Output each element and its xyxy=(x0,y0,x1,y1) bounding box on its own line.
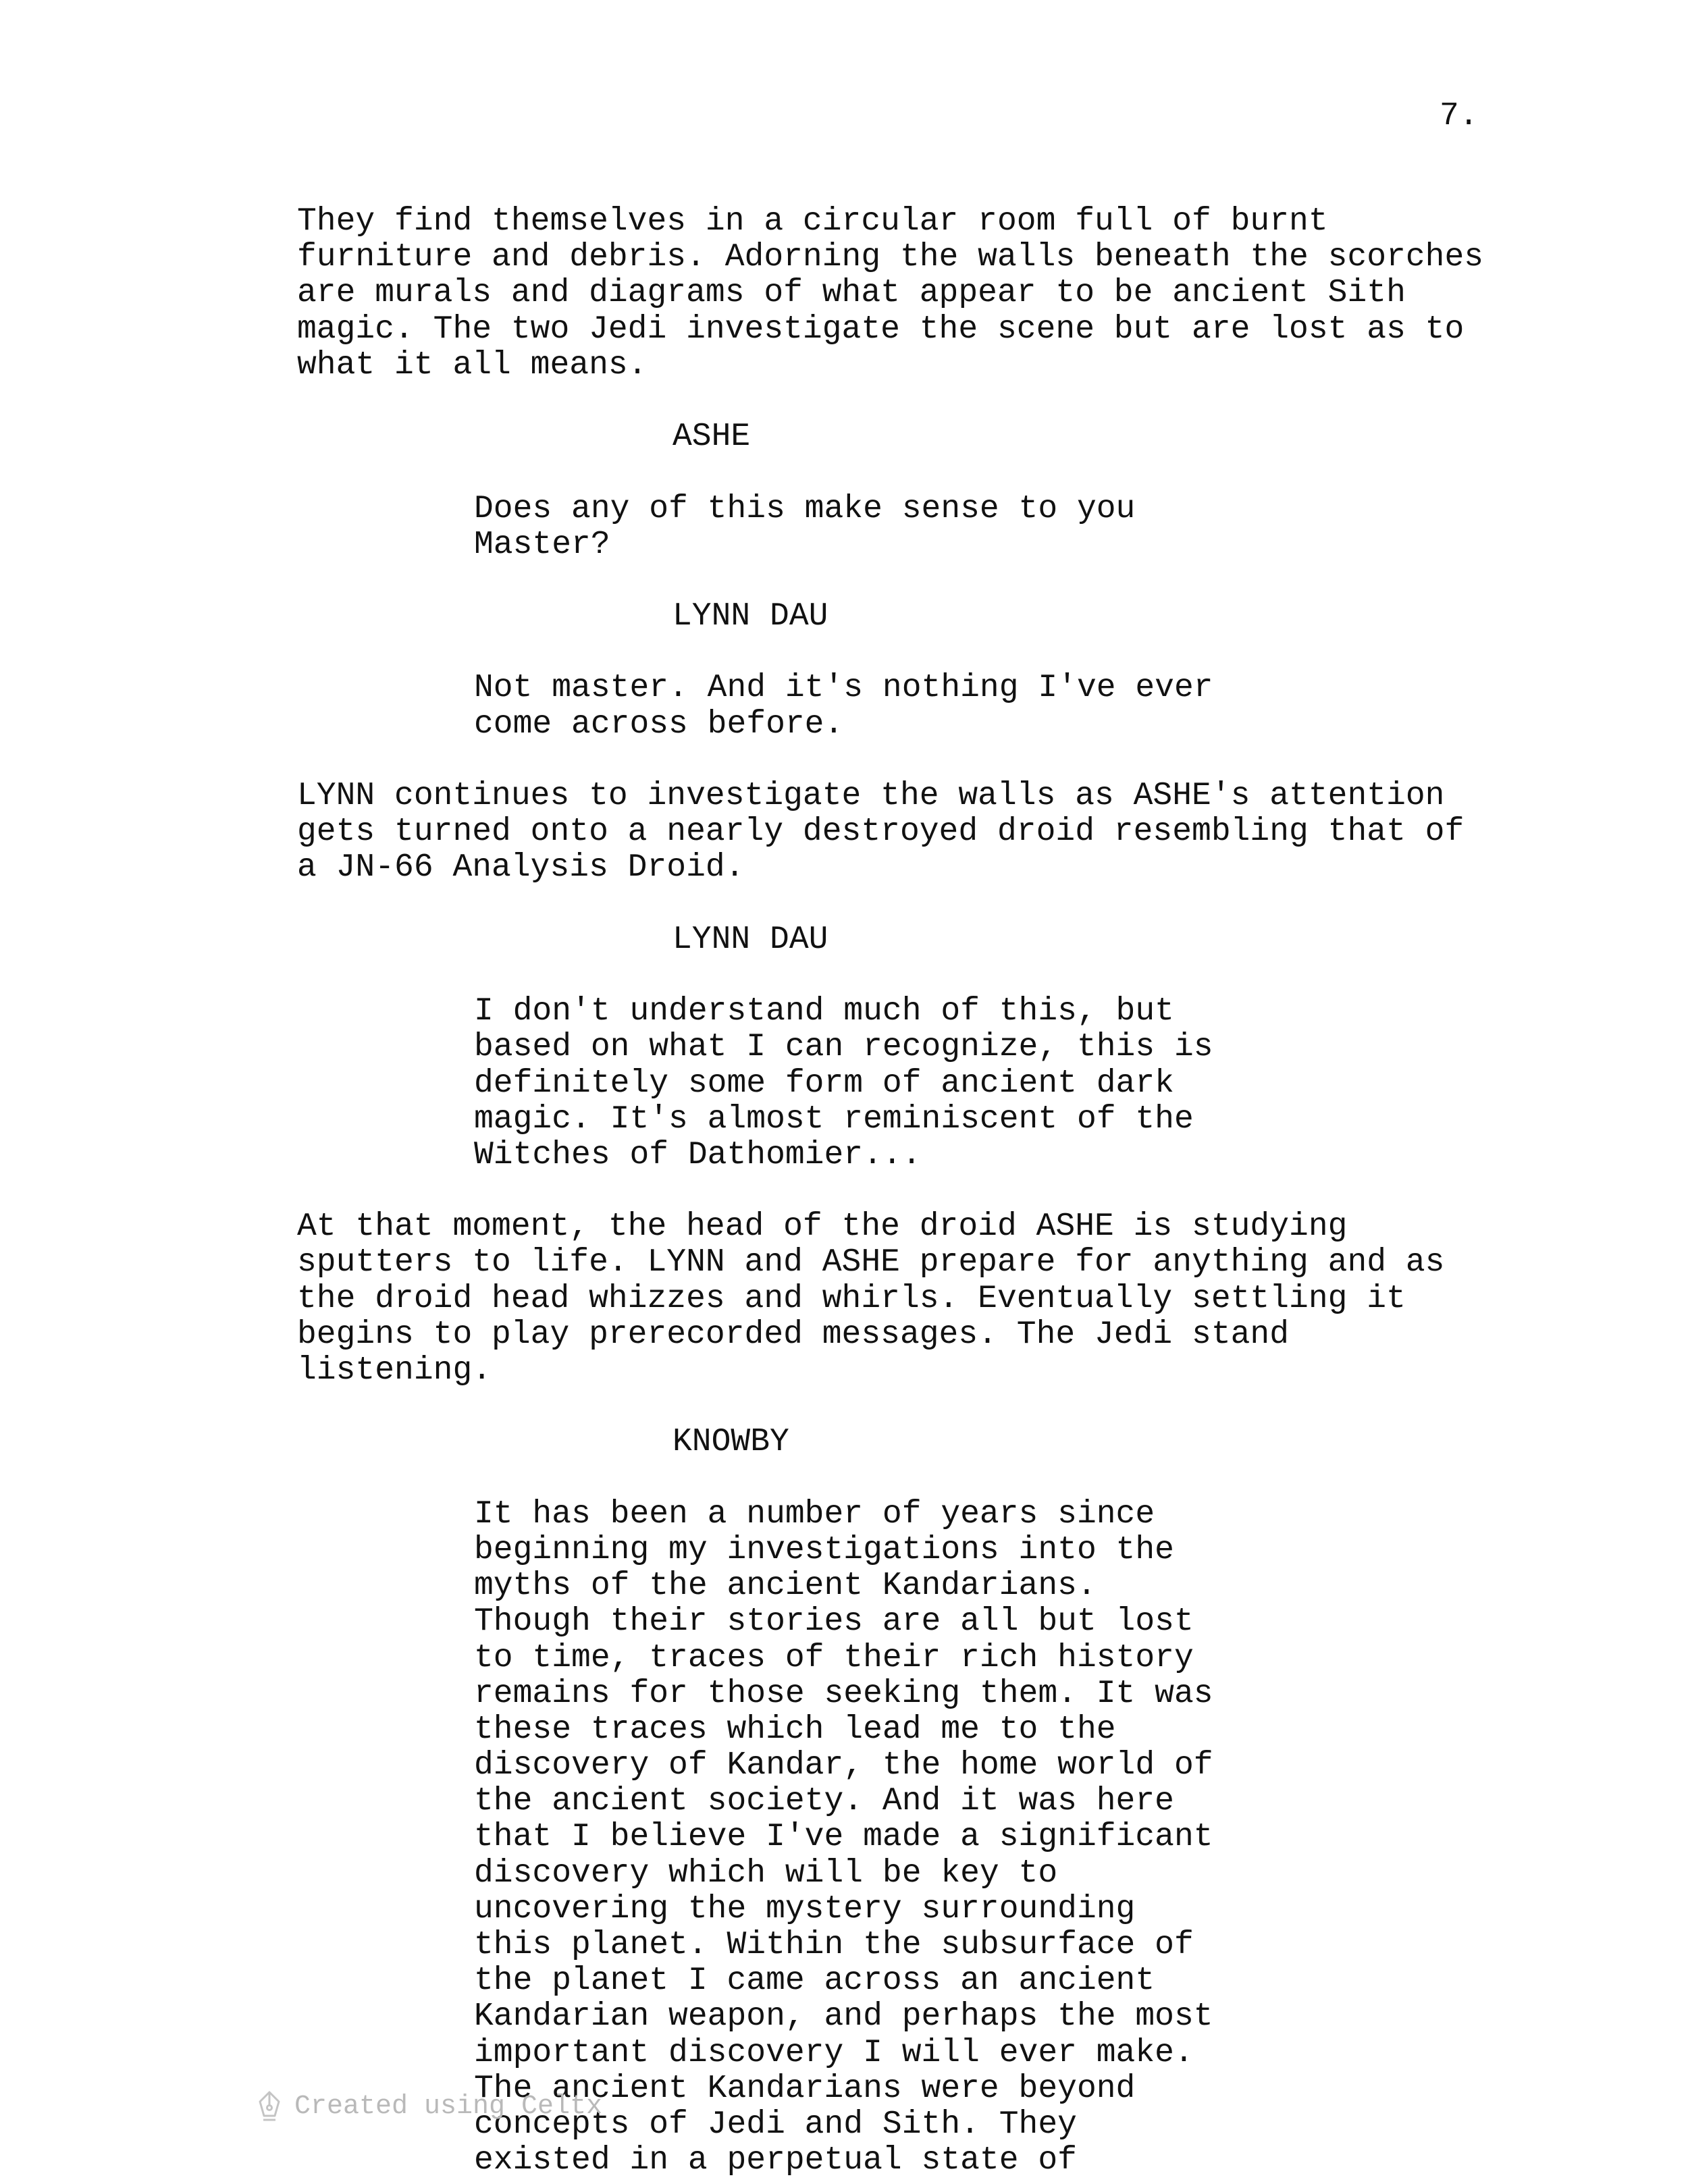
screenplay-body xyxy=(297,204,1553,2179)
action-line: They find themselves in a circular room full of burnt xyxy=(297,203,1328,240)
dialogue-line: Master? xyxy=(474,526,610,563)
dialogue-line: Though their stories are all but lost xyxy=(474,1603,1194,1641)
block-spacer xyxy=(297,635,1553,670)
character-block xyxy=(297,419,1553,455)
action-line: begins to play prerecorded messages. The Jedi stand xyxy=(297,1316,1290,1353)
block-spacer xyxy=(297,455,1553,491)
block-spacer xyxy=(297,743,1553,778)
dialogue-line: myths of the ancient Kandarians. xyxy=(474,1568,1097,1605)
action-line: the droid head whizzes and whirls. Eventually settling it xyxy=(297,1280,1406,1317)
dialogue-line: The ancient Kandarians were beyond xyxy=(474,2070,1136,2107)
celtx-pen-icon xyxy=(257,2090,282,2124)
dialogue-line: this planet. Within the subsurface of xyxy=(474,1927,1194,1963)
dialogue-line: important discovery I will ever make. xyxy=(474,2034,1194,2071)
character-line: LYNN DAU xyxy=(672,921,828,958)
character-block xyxy=(297,599,1553,635)
dialogue-line: Does any of this make sense to you xyxy=(474,490,1136,527)
dialogue-line: Not master. And it's nothing I've ever xyxy=(474,670,1213,707)
dialogue-line: It has been a number of years since xyxy=(474,1495,1155,1533)
action-line: what it all means. xyxy=(297,346,648,383)
block-spacer xyxy=(297,563,1553,599)
character-line: KNOWBY xyxy=(672,1424,789,1461)
footer-watermark xyxy=(257,2090,602,2124)
action-line: listening. xyxy=(297,1352,492,1389)
block-spacer xyxy=(297,886,1553,922)
block-spacer xyxy=(297,958,1553,994)
dialogue-block xyxy=(297,994,1553,1173)
block-spacer xyxy=(297,1173,1553,1209)
dialogue-line: the ancient society. And it was here xyxy=(474,1783,1174,1820)
dialogue-line: that I believe I've made a significant xyxy=(474,1819,1213,1856)
character-block xyxy=(297,922,1553,958)
dialogue-line: Witches of Dathomier... xyxy=(474,1136,922,1173)
dialogue-line: definitely some form of ancient dark xyxy=(474,1065,1174,1102)
action-block xyxy=(297,778,1553,886)
block-spacer xyxy=(297,383,1553,419)
action-line: sputters to life. LYNN and ASHE prepare for anything and as xyxy=(297,1244,1445,1281)
dialogue-line: to time, traces of their rich history xyxy=(474,1639,1194,1676)
block-spacer xyxy=(297,1389,1553,1424)
dialogue-line: magic. It's almost reminiscent of the xyxy=(474,1100,1194,1138)
page-number: 7. xyxy=(1440,98,1479,134)
dialogue-line: uncovering the mystery surrounding xyxy=(474,1890,1136,1927)
action-line: magic. The two Jedi investigate the scene but are lost as to xyxy=(297,311,1465,348)
block-spacer xyxy=(297,1461,1553,1497)
dialogue-line: I don't understand much of this, but xyxy=(474,993,1174,1030)
dialogue-line: existed in a perpetual state of xyxy=(474,2142,1077,2179)
footer-text: Created using Celtx xyxy=(294,2092,603,2122)
action-line: furniture and debris. Adorning the walls beneath the scorches xyxy=(297,239,1484,276)
action-line: LYNN continues to investigate the walls as ASHE's attention xyxy=(297,778,1445,814)
dialogue-line: the planet I came across an ancient xyxy=(474,1963,1155,2000)
dialogue-block xyxy=(297,1497,1553,2179)
dialogue-line: Kandarian weapon, and perhaps the most xyxy=(474,1998,1213,2035)
character-line: ASHE xyxy=(672,419,751,456)
dialogue-line: these traces which lead me to the xyxy=(474,1711,1116,1748)
action-block xyxy=(297,204,1553,383)
action-line: are murals and diagrams of what appear to be ancient Sith xyxy=(297,275,1406,312)
dialogue-line: discovery of Kandar, the home world of xyxy=(474,1747,1213,1784)
dialogue-block xyxy=(297,491,1553,563)
dialogue-line: beginning my investigations into the xyxy=(474,1531,1174,1568)
dialogue-line: discovery which will be key to xyxy=(474,1855,1058,1892)
action-line: a JN-66 Analysis Droid. xyxy=(297,849,745,886)
character-line: LYNN DAU xyxy=(672,598,828,635)
action-line: At that moment, the head of the droid ASHE is studying xyxy=(297,1208,1348,1246)
dialogue-line: remains for those seeking them. It was xyxy=(474,1675,1213,1712)
dialogue-line: based on what I can recognize, this is xyxy=(474,1029,1213,1066)
dialogue-line: concepts of Jedi and Sith. They xyxy=(474,2106,1077,2143)
character-block xyxy=(297,1424,1553,1460)
action-block xyxy=(297,1209,1553,1389)
dialogue-line: come across before. xyxy=(474,705,844,743)
action-line: gets turned onto a nearly destroyed droid resembling that of xyxy=(297,814,1465,851)
dialogue-block xyxy=(297,670,1553,742)
